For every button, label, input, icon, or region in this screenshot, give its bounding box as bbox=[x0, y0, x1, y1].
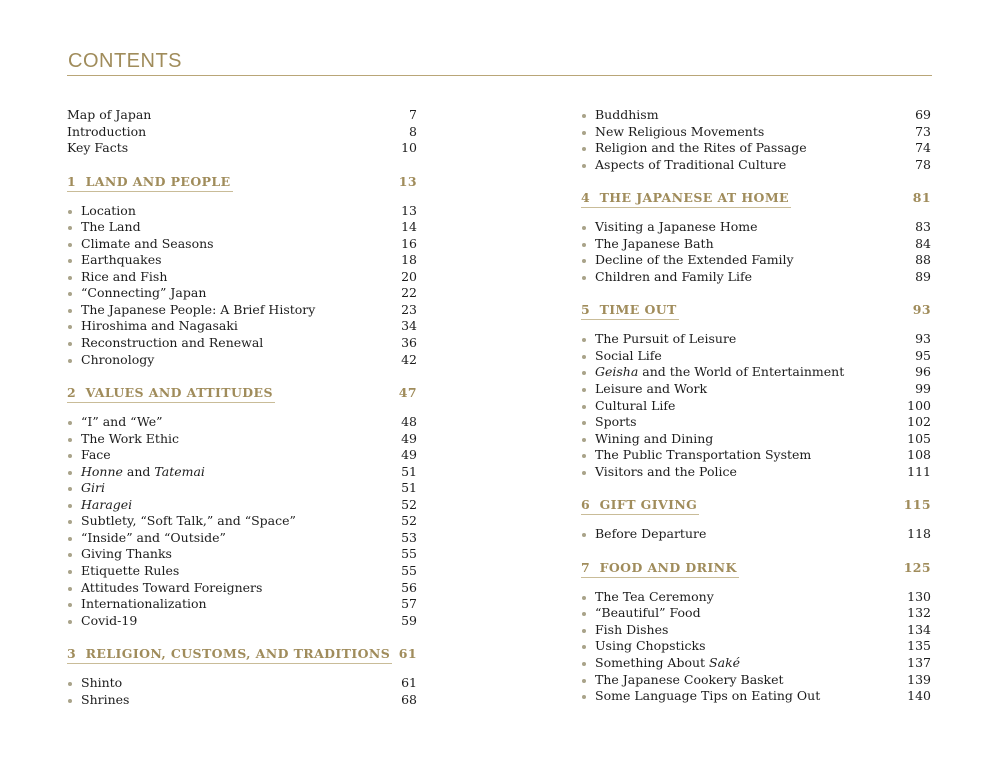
chapter-heading[interactable] bbox=[67, 173, 417, 190]
toc-entry[interactable] bbox=[581, 140, 931, 157]
toc-entry[interactable] bbox=[67, 236, 417, 253]
toc-entry-page: 88 bbox=[915, 252, 931, 268]
toc-entry-title: Shrines bbox=[81, 691, 130, 707]
chapter-title: 7 FOOD AND DRINK bbox=[581, 559, 739, 578]
toc-entry-title: Honne and Tatemai bbox=[81, 463, 205, 479]
chapter-title: 5 TIME OUT bbox=[581, 301, 679, 320]
chapter-page: 81 bbox=[912, 190, 931, 206]
chapter-page: 47 bbox=[398, 385, 417, 401]
toc-entry[interactable] bbox=[67, 480, 417, 497]
toc-entry-page: 83 bbox=[915, 219, 931, 235]
toc-entry-title: Reconstruction and Renewal bbox=[81, 335, 264, 351]
toc-entry[interactable] bbox=[581, 622, 931, 639]
toc-entry[interactable] bbox=[67, 269, 417, 286]
toc-entry-title: Some Language Tips on Eating Out bbox=[595, 688, 821, 704]
toc-entry-title: Buddhism bbox=[595, 107, 659, 122]
toc-entry-title: The Land bbox=[81, 219, 141, 235]
toc-entry[interactable] bbox=[581, 605, 931, 622]
chapter-heading[interactable] bbox=[67, 384, 417, 401]
toc-entry[interactable] bbox=[581, 655, 931, 672]
chapter-page: 115 bbox=[903, 497, 931, 513]
toc-entry-page: 52 bbox=[401, 496, 417, 512]
toc-entry-title: Covid-19 bbox=[81, 612, 138, 628]
chapter-title: 6 GIFT GIVING bbox=[581, 496, 699, 515]
toc-entry-title: Something About Saké bbox=[595, 655, 741, 671]
toc-entry-title: Decline of the Extended Family bbox=[595, 252, 794, 268]
toc-entry[interactable] bbox=[67, 613, 417, 630]
chapter-page: 125 bbox=[903, 559, 931, 575]
toc-entry-title: Key Facts bbox=[67, 140, 129, 156]
toc-entry[interactable] bbox=[581, 431, 931, 448]
title-rule bbox=[67, 75, 932, 76]
toc-entry-title: Fish Dishes bbox=[595, 621, 669, 637]
toc-entry-title: Sports bbox=[595, 414, 637, 430]
toc-entry-title: The Japanese People: A Brief History bbox=[81, 301, 316, 317]
toc-entry[interactable] bbox=[581, 331, 931, 348]
toc-entry-title: New Religious Movements bbox=[595, 123, 765, 139]
toc-entry-title: “Inside” and “Outside” bbox=[81, 529, 226, 545]
toc-entry-page: 93 bbox=[915, 331, 931, 347]
toc-entry-page: 108 bbox=[907, 447, 931, 463]
toc-entry-page: 14 bbox=[401, 219, 417, 235]
toc-entry[interactable] bbox=[67, 513, 417, 530]
toc-entry[interactable] bbox=[581, 447, 931, 464]
toc-entry-title: Shinto bbox=[81, 675, 123, 691]
toc-entry-page: 73 bbox=[915, 123, 931, 139]
toc-entry[interactable] bbox=[67, 252, 417, 269]
toc-entry-page: 78 bbox=[915, 156, 931, 172]
toc-entry-title: Wining and Dining bbox=[595, 430, 714, 446]
toc-entry-page: 69 bbox=[915, 107, 931, 122]
toc-entry-page: 51 bbox=[401, 480, 417, 496]
toc-entry-page: 59 bbox=[401, 612, 417, 628]
toc-entry-title: The Pursuit of Leisure bbox=[595, 331, 737, 347]
toc-entry-page: 105 bbox=[907, 430, 931, 446]
chapter-heading[interactable] bbox=[581, 496, 931, 513]
toc-entry-title: The Japanese Cookery Basket bbox=[595, 671, 784, 687]
toc-entry[interactable] bbox=[581, 672, 931, 689]
toc-entry-page: 89 bbox=[915, 268, 931, 284]
toc-entry-title: “Beautiful” Food bbox=[595, 605, 701, 621]
chapter-heading[interactable] bbox=[581, 189, 931, 206]
toc-front-entry[interactable] bbox=[67, 107, 417, 124]
toc-entry-title: Using Chopsticks bbox=[595, 638, 706, 654]
toc-right-column bbox=[581, 107, 931, 705]
chapter-title: 3 RELIGION, CUSTOMS, AND TRADITIONS bbox=[67, 645, 392, 664]
toc-entry-page: 55 bbox=[401, 563, 417, 579]
toc-entry[interactable] bbox=[67, 302, 417, 319]
toc-entry-page: 55 bbox=[401, 546, 417, 562]
toc-entry-title: Location bbox=[81, 202, 136, 218]
toc-entry-title: Geisha and the World of Entertainment bbox=[595, 364, 845, 380]
toc-entry-title: Internationalization bbox=[81, 596, 207, 612]
toc-entry[interactable] bbox=[67, 318, 417, 335]
toc-entry-page: 18 bbox=[401, 252, 417, 268]
toc-entry[interactable] bbox=[581, 638, 931, 655]
toc-entry-title: The Japanese Bath bbox=[595, 235, 714, 251]
toc-entry[interactable] bbox=[581, 269, 931, 286]
toc-entry-title: Rice and Fish bbox=[81, 268, 168, 284]
toc-entry-title: Religion and the Rites of Passage bbox=[595, 140, 807, 156]
toc-entry-title: Children and Family Life bbox=[595, 268, 752, 284]
toc-entry-page: 13 bbox=[401, 202, 417, 218]
toc-entry-title: Chronology bbox=[81, 351, 155, 367]
chapter-title: 4 THE JAPANESE AT HOME bbox=[581, 189, 791, 208]
toc-entry-page: 135 bbox=[907, 638, 931, 654]
toc-entry-title: Visiting a Japanese Home bbox=[595, 219, 758, 235]
toc-entry-page: 23 bbox=[401, 301, 417, 317]
toc-entry-page: 139 bbox=[907, 671, 931, 687]
toc-entry-page: 49 bbox=[401, 447, 417, 463]
toc-entry-page: 52 bbox=[401, 513, 417, 529]
toc-entry-page: 48 bbox=[401, 414, 417, 430]
toc-entry-page: 68 bbox=[401, 691, 417, 707]
toc-entry-title: The Tea Ceremony bbox=[595, 588, 714, 604]
toc-entry-page: 134 bbox=[907, 621, 931, 637]
toc-entry[interactable] bbox=[67, 203, 417, 220]
toc-entry-title: The Public Transportation System bbox=[595, 447, 812, 463]
toc-entry-title: Etiquette Rules bbox=[81, 563, 180, 579]
toc-entry-title: Giving Thanks bbox=[81, 546, 172, 562]
toc-entry-page: 8 bbox=[409, 123, 417, 139]
toc-entry[interactable] bbox=[67, 580, 417, 597]
toc-entry-title: Hiroshima and Nagasaki bbox=[81, 318, 238, 334]
toc-entry-page: 20 bbox=[401, 268, 417, 284]
toc-entry-title: Face bbox=[81, 447, 111, 463]
chapter-title: 2 VALUES AND ATTITUDES bbox=[67, 384, 275, 403]
toc-entry-title: Before Departure bbox=[595, 526, 707, 542]
toc-entry-title: Earthquakes bbox=[81, 252, 162, 268]
toc-entry-page: 36 bbox=[401, 335, 417, 351]
toc-entry[interactable] bbox=[581, 157, 931, 174]
toc-entry-page: 118 bbox=[907, 526, 931, 542]
toc-entry[interactable] bbox=[581, 107, 931, 124]
toc-entry-title: Introduction bbox=[67, 123, 147, 139]
toc-entry[interactable] bbox=[67, 596, 417, 613]
toc-entry[interactable] bbox=[67, 530, 417, 547]
toc-entry[interactable] bbox=[581, 688, 931, 705]
chapter-heading[interactable] bbox=[581, 559, 931, 576]
toc-entry[interactable] bbox=[67, 219, 417, 236]
toc-entry[interactable] bbox=[581, 124, 931, 141]
toc-entry-page: 10 bbox=[401, 140, 417, 156]
toc-entry-title: Map of Japan bbox=[67, 107, 152, 122]
toc-entry-title: Aspects of Traditional Culture bbox=[595, 156, 787, 172]
chapter-page: 93 bbox=[912, 302, 931, 318]
chapter-heading[interactable] bbox=[581, 301, 931, 318]
toc-entry-title: Giri bbox=[81, 480, 105, 496]
toc-entry-page: 96 bbox=[915, 364, 931, 380]
toc-entry-page: 57 bbox=[401, 596, 417, 612]
toc-entry-page: 42 bbox=[401, 351, 417, 367]
toc-entry-page: 130 bbox=[907, 588, 931, 604]
toc-entry[interactable] bbox=[581, 219, 931, 236]
toc-entry[interactable] bbox=[67, 447, 417, 464]
page-title: CONTENTS bbox=[68, 50, 182, 72]
toc-entry[interactable] bbox=[581, 381, 931, 398]
toc-entry-page: 22 bbox=[401, 285, 417, 301]
toc-left-column bbox=[67, 107, 417, 708]
toc-entry[interactable] bbox=[581, 364, 931, 381]
toc-entry-page: 74 bbox=[915, 140, 931, 156]
toc-entry-page: 100 bbox=[907, 397, 931, 413]
toc-entry[interactable] bbox=[67, 414, 417, 431]
toc-entry-page: 95 bbox=[915, 347, 931, 363]
toc-entry[interactable] bbox=[67, 546, 417, 563]
toc-entry[interactable] bbox=[67, 352, 417, 369]
toc-entry[interactable] bbox=[581, 526, 931, 543]
toc-entry-page: 16 bbox=[401, 235, 417, 251]
toc-entry[interactable] bbox=[67, 563, 417, 580]
toc-entry[interactable] bbox=[581, 464, 931, 481]
toc-entry-title: Subtlety, “Soft Talk,” and “Space” bbox=[81, 513, 296, 529]
toc-entry-page: 56 bbox=[401, 579, 417, 595]
toc-entry-title: Social Life bbox=[595, 347, 662, 363]
toc-entry-title: The Work Ethic bbox=[81, 430, 180, 446]
toc-entry[interactable] bbox=[67, 335, 417, 352]
toc-entry[interactable] bbox=[67, 431, 417, 448]
chapter-heading[interactable] bbox=[67, 645, 417, 662]
toc-front-entry[interactable] bbox=[67, 140, 417, 157]
toc-entry-title: Haragei bbox=[81, 496, 133, 512]
toc-entry-title: Cultural Life bbox=[595, 397, 676, 413]
toc-entry[interactable] bbox=[67, 285, 417, 302]
toc-entry-title: Climate and Seasons bbox=[81, 235, 214, 251]
toc-entry-page: 132 bbox=[907, 605, 931, 621]
toc-entry[interactable] bbox=[67, 497, 417, 514]
toc-entry-page: 34 bbox=[401, 318, 417, 334]
toc-entry-page: 51 bbox=[401, 463, 417, 479]
toc-entry-page: 7 bbox=[409, 107, 417, 122]
toc-entry[interactable] bbox=[581, 252, 931, 269]
toc-entry[interactable] bbox=[67, 675, 417, 692]
toc-entry-page: 53 bbox=[401, 529, 417, 545]
toc-entry[interactable] bbox=[581, 236, 931, 253]
chapter-page: 13 bbox=[398, 173, 417, 189]
toc-entry[interactable] bbox=[581, 348, 931, 365]
chapter-title: 1 LAND AND PEOPLE bbox=[67, 173, 233, 192]
toc-entry[interactable] bbox=[581, 589, 931, 606]
toc-entry-title: “I” and “We” bbox=[81, 414, 163, 430]
toc-entry-page: 140 bbox=[907, 688, 931, 704]
toc-entry-page: 111 bbox=[907, 463, 931, 479]
chapter-page: 61 bbox=[398, 646, 417, 662]
toc-entry-title: Attitudes Toward Foreigners bbox=[81, 579, 263, 595]
toc-entry-page: 102 bbox=[907, 414, 931, 430]
toc-front-entry[interactable] bbox=[67, 124, 417, 141]
toc-entry-title: “Connecting” Japan bbox=[81, 285, 207, 301]
toc-entry-title: Visitors and the Police bbox=[595, 463, 737, 479]
toc-entry[interactable] bbox=[581, 398, 931, 415]
toc-entry-page: 84 bbox=[915, 235, 931, 251]
toc-entry[interactable] bbox=[581, 414, 931, 431]
toc-entry-page: 49 bbox=[401, 430, 417, 446]
toc-entry-page: 61 bbox=[401, 675, 417, 691]
toc-entry[interactable] bbox=[67, 464, 417, 481]
toc-entry-page: 137 bbox=[907, 655, 931, 671]
toc-entry[interactable] bbox=[67, 692, 417, 709]
toc-entry-title: Leisure and Work bbox=[595, 381, 708, 397]
toc-entry-page: 99 bbox=[915, 381, 931, 397]
